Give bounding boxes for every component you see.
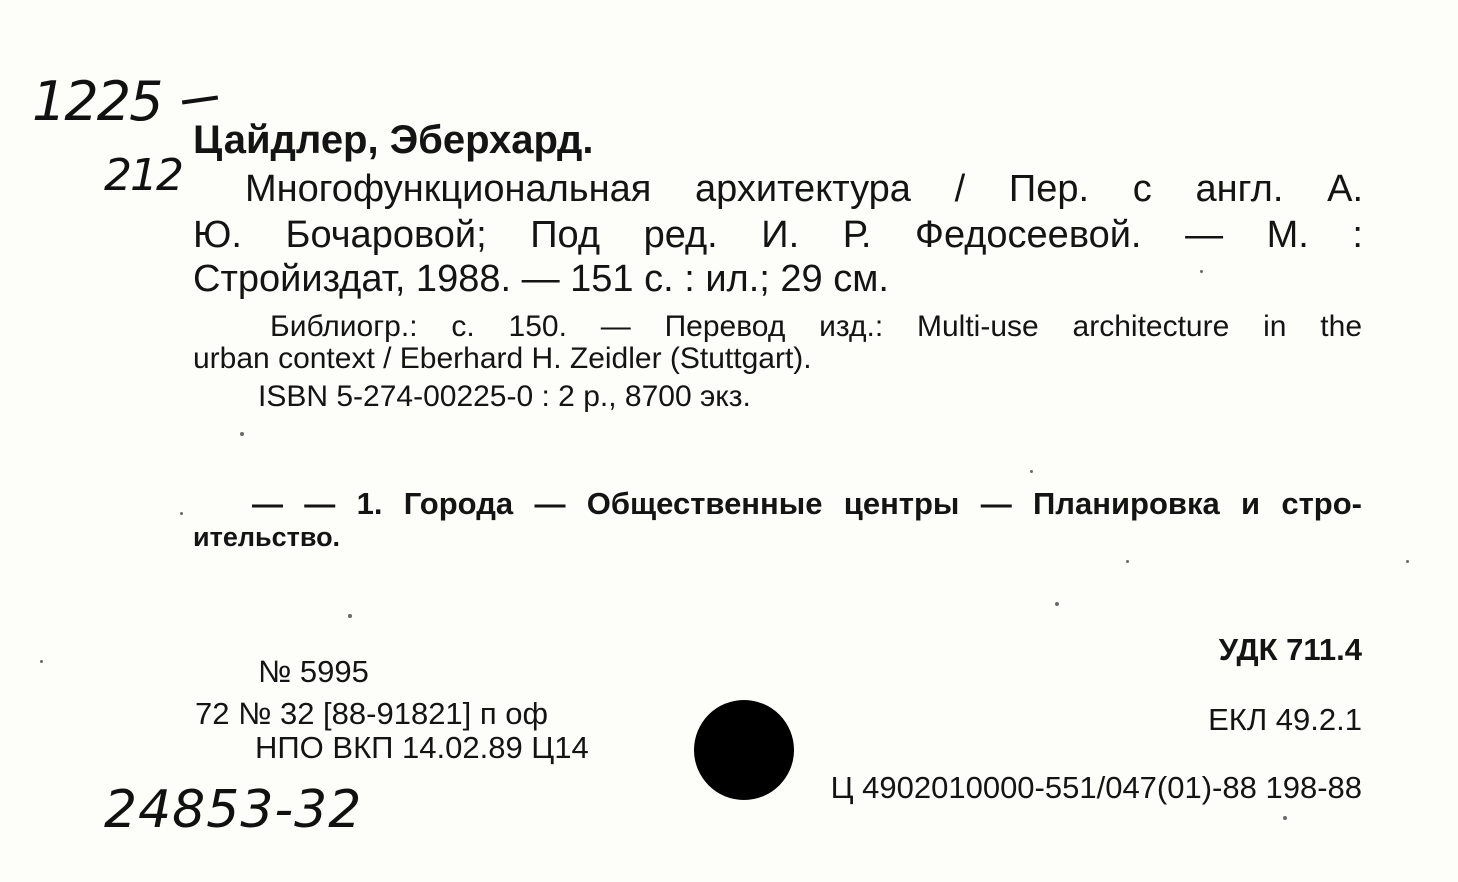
paper-speck: [1200, 270, 1203, 273]
paper-speck: [180, 512, 183, 515]
title-line-3: Стройиздат, 1988. — 151 с. : ил.; 29 см.: [193, 258, 889, 300]
handwritten-call-number-bottom: 212: [104, 150, 182, 201]
paper-speck: [240, 432, 244, 436]
note-bibliography: Библиогр.: с. 150. — Перевод изд.: Multi-use architecture in the: [270, 310, 1362, 343]
paper-speck: [1030, 470, 1033, 473]
title-line-1: Многофункциональная архитектура / Пер. с англ. А.: [245, 168, 1363, 210]
note-original-title: urban context / Eberhard H. Zeidler (Stuttgart).: [193, 342, 812, 375]
ekl-code: ЕКЛ 49.2.1: [1208, 702, 1362, 737]
paper-speck: [1283, 816, 1287, 820]
subject-line-2: ительство.: [193, 522, 341, 552]
author-heading: Цайдлер, Эберхард.: [193, 118, 594, 162]
paper-speck: [40, 660, 43, 663]
paper-speck: [1126, 560, 1129, 563]
ink-blot: [694, 700, 794, 800]
paper-speck: [1055, 602, 1059, 606]
subject-line-1: — — 1. Города — Общественные центры — Планировка и стро-: [252, 486, 1362, 521]
order-code: 72 № 32 [88-91821] п оф: [195, 696, 549, 731]
note-isbn: ISBN 5-274-00225-0 : 2 р., 8700 экз.: [258, 380, 751, 413]
price-code: Ц 4902010000-551/047(01)-88 198-88: [830, 770, 1362, 805]
publisher-code: НПО ВКП 14.02.89 Ц14: [255, 730, 589, 765]
handwritten-call-number-top: 1225: [32, 70, 162, 133]
card-number: № 5995: [258, 654, 369, 689]
handwritten-dash: [182, 96, 218, 105]
udk-code: УДК 711.4: [1218, 632, 1362, 667]
paper-speck: [348, 614, 352, 618]
paper-speck: [1406, 560, 1409, 563]
title-line-2: Ю. Бочаровой; Под ред. И. Р. Федосеевой. — М. :: [193, 214, 1363, 256]
handwritten-inventory-number: 24853-32: [104, 780, 363, 840]
